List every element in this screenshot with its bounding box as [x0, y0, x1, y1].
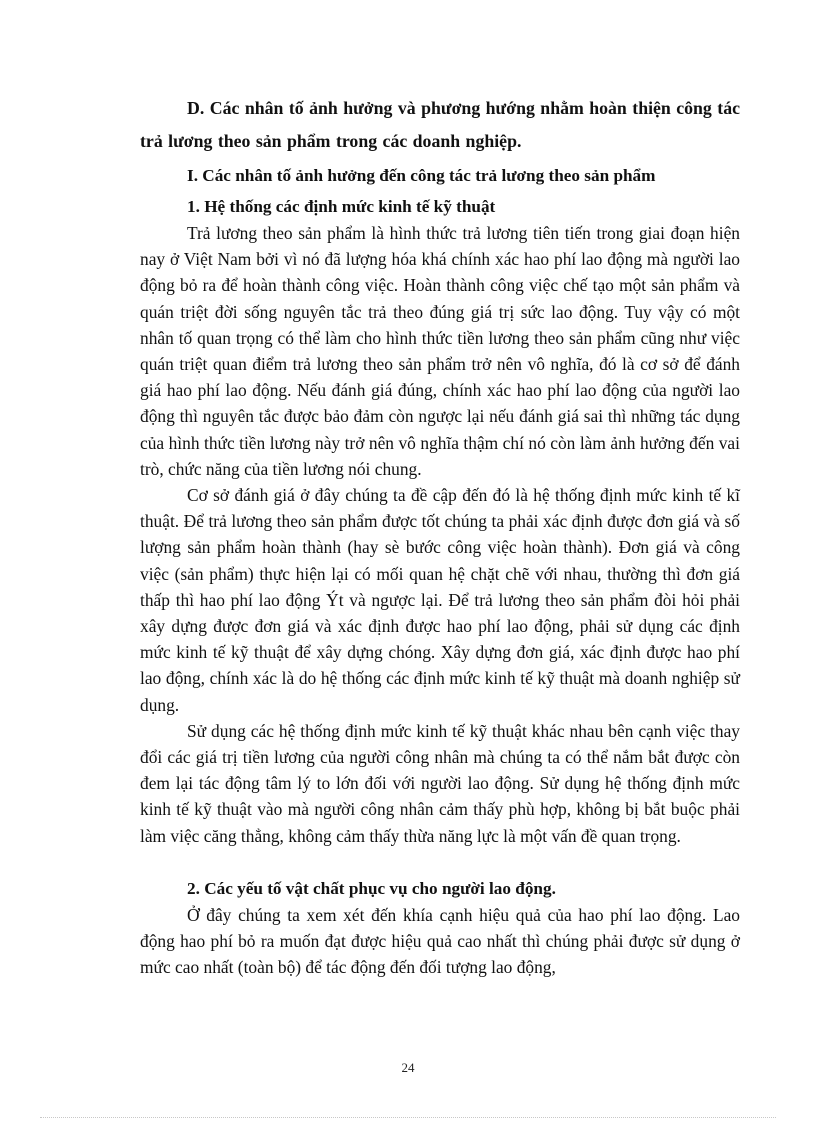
paragraph-3: Sử dụng các hệ thống định mức kinh tế kỹ thuật khác nhau bên cạnh việc thay đổi các giá trị tiền lương của người công nhân mà chúng ta có thể nắm bắt được còn đem lại tác động tâm lý to lớn đối với người lao động. Sử dụng hệ thống định mức kinh tế kỹ thuật vào mà người công nhân cảm thấy phù hợp, không bị bắt buộc phải làm việc căng thẳng, không cảm thấy thừa năng lực là một vấn đề quan trọng. [140, 720, 740, 846]
page-number: 24 [401, 1060, 415, 1075]
page-content [140, 92, 740, 980]
chapter-title: D. Các nhân tố ảnh hưởng và phương hướng nhằm hoàn thiện công tác trả lương theo sản phẩm trong các doanh nghiệp. [140, 98, 740, 151]
paragraph-4: Ở đây chúng ta xem xét đến khía cạnh hiệu quả của hao phí lao động. Lao động hao phí bỏ ra muốn đạt được hiệu quả cao nhất thì chúng phải được sử dụng ở mức cao nhất (toàn bộ) để tác động đến đối tượng lao động, [140, 904, 740, 978]
paragraph-1: Trả lương theo sản phẩm là hình thức trả lương tiên tiến trong giai đoạn hiện nay ở Việt Nam bởi vì nó đã lượng hóa khá chính xác hao phí lao động mà người lao động bỏ ra để hoàn thành công việc. Hoàn thành công việc chế tạo một sản phẩm và quán triệt đời sống nguyên tắc trả theo đúng giá trị sức lao động. Tuy vậy có một nhân tố quan trọng có thể làm cho hình thức tiền lương theo sản phẩm cũng như việc quán triệt quan điểm trả lương theo sản phẩm trở nên vô nghĩa, đó là cơ sở để đánh giá hao phí lao động. Nếu đánh giá đúng, chính xác hao phí lao động của người lao động thì nguyên tắc được bảo đảm còn ngược lại nếu đánh giá sai thì những tác dụng của hình thức tiền lương này trở nên vô nghĩa thậm chí nó còn làm ảnh hưởng đến vai trò, chức năng của tiền lương nói chung. [140, 223, 740, 479]
page-bottom-divider [40, 1117, 776, 1118]
subsection-heading-1: 1. Hệ thống các định mức kinh tế kỹ thuật [187, 197, 496, 216]
paragraph-2: Cơ sở đánh giá ở đây chúng ta đề cập đến đó là hệ thống định mức kinh tế kĩ thuật. Để trả lương theo sản phẩm được tốt chúng ta phải xác định được đơn giá và số lượng sản phẩm hoàn thành (hay sè bước công việc hoàn thành). Đơn giá và công việc (sản phẩm) thực hiện lại có mối quan hệ chặt chẽ với nhau, thường thì đơn giá thấp thì hao phí lao động Ýt và ngược lại. Để trả lương theo sản phẩm đòi hỏi phải xây dựng được đơn giá và xác định được hao phí lao động, phải sử dụng các định mức kinh tế kỹ thuật để xây dựng chóng. Xây dựng đơn giá, xác định được hao phí lao động, chính xác là do hệ thống các định mức kinh tế kỹ thuật mà doanh nghiệp sử dụng. [140, 485, 740, 715]
subsection-heading-2: 2. Các yếu tố vật chất phục vụ cho người lao động. [187, 878, 556, 898]
section-heading: I. Các nhân tố ảnh hưởng đến công tác trả lương theo sản phẩm [187, 166, 656, 185]
